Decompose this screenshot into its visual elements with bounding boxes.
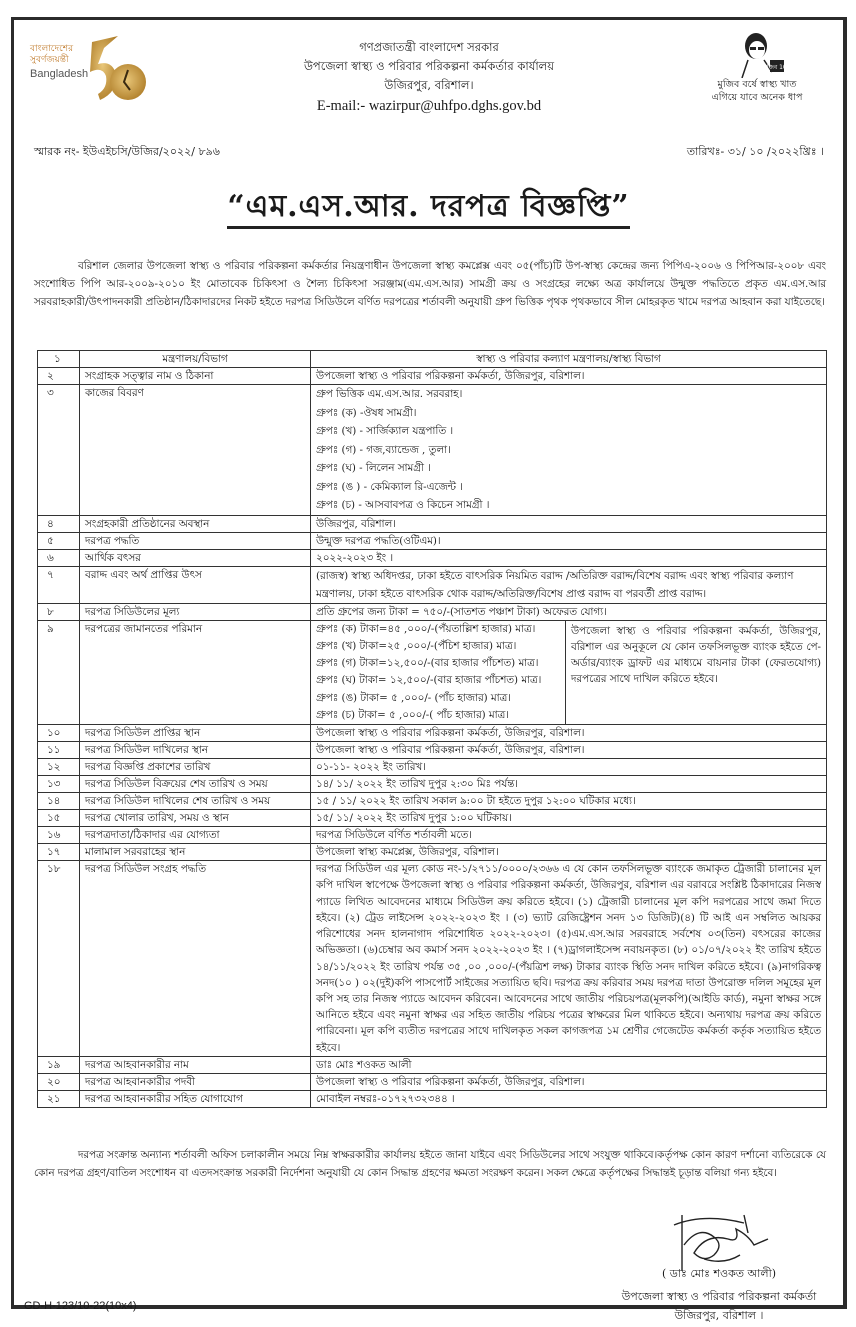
row-label: দরপত্র সিডিউল সংগ্রহ পদ্ধতি <box>80 861 311 1056</box>
group-list <box>311 385 827 516</box>
bangladesh-brand-text: Bangladesh <box>30 68 89 80</box>
gd-code: GD-H-123/10-22(10x4) <box>24 1300 137 1312</box>
row-label: দরপত্রদাতা/ঠিকাদার এর যোগ্যতা <box>80 827 311 844</box>
table-row <box>38 827 827 844</box>
deposit-list <box>311 620 566 725</box>
office-address <box>214 38 644 117</box>
table-row <box>38 603 827 620</box>
row-value: ডাঃ মোঃ শওকত আলী <box>311 1056 827 1073</box>
row-value: ১৫/ ১১/ ২০২২ ইং তারিখ দুপুর ১:০০ ঘটিকায়। <box>311 810 827 827</box>
government-name: গণপ্রজাতন্ত্রী বাংলাদেশ সরকার <box>359 40 499 54</box>
table-row <box>38 844 827 861</box>
memo-reference: স্মারক নং- ইউএইচসি/উজির/২০২২/ ৮৯৬ <box>34 145 220 158</box>
row-value: উন্মুক্ত দরপত্র পদ্ধতি(ওটিএম)। <box>311 532 827 549</box>
table-row <box>38 351 827 368</box>
golden-jubilee-text: বাংলাদেশের সুবর্ণজয়ন্তী <box>30 44 74 65</box>
golden-fifty-icon <box>78 34 148 104</box>
mujib-borsho-logo <box>682 30 832 110</box>
list-item: গ্রুপ ভিত্তিক এম.এস.আর. সরবরাহ। <box>316 388 463 400</box>
row-value: দরপত্র সিডিউলে বর্ণিত শর্তাবলী মতে। <box>311 827 827 844</box>
row-value: উপজেলা স্বাস্থ্য ও পরিবার পরিকল্পনা কর্মকর্তা, উজিরপুর, বরিশাল। <box>311 1073 827 1090</box>
signatory-name: ( ডাঃ মোঃ শওকত আলী) <box>661 1267 777 1280</box>
list-item: গ্রুপঃ (খ) টাকা=২৫ ,০০০/-(পঁচিশ হাজার) মাত্র। <box>316 639 517 652</box>
row-number: ১২ <box>38 759 80 776</box>
table-row <box>38 549 827 566</box>
deposit-note: উপজেলা স্বাস্থ্য ও পরিবার পরিকল্পনা কর্মকর্তা, উজিরপুর, বরিশাল এর অনুকূলে যে কোন তফসিলভূক্ত ব্যাংক হইতে পে-অর্ডার/ব্যাংক ড্রাফট এর মাধ্যমে বায়নার টাকা (ফেরতযোগ্য) দরপত্রের সাথে দাখিল করিতে হইবে। <box>566 620 827 725</box>
row-label: দরপত্র পদ্ধতি <box>80 532 311 549</box>
row-label: দরপত্র আহবানকারীর পদবী <box>80 1073 311 1090</box>
row-label: দরপত্র সিডিউলের মূল্য <box>80 603 311 620</box>
table-row <box>38 1056 827 1073</box>
row-label: বরাদ্দ এবং অর্থ প্রাপ্তির উৎস <box>80 566 311 603</box>
row-number: ১৪ <box>38 793 80 810</box>
row-label: দরপত্র সিডিউল প্রাপ্তির স্থান <box>80 725 311 742</box>
row-label: দরপত্র বিজ্ঞপ্তি প্রকাশের তারিখ <box>80 759 311 776</box>
row-number: ৪ <box>38 515 80 532</box>
row-label: সংগ্রাহক সত্ত্বার নাম ও ঠিকানা <box>80 368 311 385</box>
row-number: ১ <box>38 351 80 368</box>
memo-row <box>34 143 824 159</box>
table-row <box>38 759 827 776</box>
row-value: ২০২২-২০২৩ ইং । <box>311 549 827 566</box>
table-row <box>38 742 827 759</box>
row-number: ২০ <box>38 1073 80 1090</box>
table-row <box>38 515 827 532</box>
mujib-100-badge: মুজিব 100 <box>763 64 791 71</box>
row-number: ১৯ <box>38 1056 80 1073</box>
row-number: ১৬ <box>38 827 80 844</box>
list-item: গ্রুপঃ (খ) - সার্জিক্যাল যন্ত্রপাতি । <box>316 425 454 437</box>
row-number: ৯ <box>38 620 80 725</box>
letterhead <box>14 20 843 130</box>
row-number: ১৭ <box>38 844 80 861</box>
row-label: সংগ্রহকারী প্রতিষ্ঠানের অবস্থান <box>80 515 311 532</box>
slogan-line-1: মুজিব বর্ষে স্বাস্থ্য খাত <box>717 79 797 90</box>
notice-frame <box>11 17 847 1322</box>
row-label: কাজের বিবরণ <box>80 385 311 516</box>
terms-footer-paragraph: দরপত্র সংক্রান্ত অন্যান্য শর্তাবলী অফিস চলাকালীন সময়ে নিম্ন স্বাক্ষরকারীর কার্যালয় হইতে জানা যাইবে এবং সিডিউলের সাথে সংযুক্ত থাকিবে।কর্তৃপক্ষ কোন কারণ দর্শানো ব্যতিরেকে যে কোন দরপত্র গ্রহণ/বাতিল সংশোধন বা এতদসংক্রান্ত সরকারী নির্দেশনা অনুযায়ী যে কোন সিদ্ধান্ত গ্রহণের ক্ষমতা সংরক্ষণ করেন। সকল ক্ষেত্রে কর্তৃপক্ষের সিদ্ধান্তই চূড়ান্ত বলিয়া গন্য হইবে। <box>34 1149 826 1179</box>
table-row <box>38 725 827 742</box>
row-number: ১৫ <box>38 810 80 827</box>
row-value: দরপত্র সিডিউল এর মূল্য কোড নং-১/২৭১১/০০০০/২৩৬৬ এ যে কোন তফসিলভূক্ত ব্যাংকে জমাকৃত ট্রেজারী চালানের মূল কপি দাখিল স্বাপেক্ষে উপজেলা স্বাস্থ্য ও পরিবার পরিকল্পনা কর্মকর্তা, উজিরপুর, বরিশাল এর বরাবরে সংশ্লিষ্ট ঠিকাদারের নিজস্ব প্যাডে লিখিত আবেদনের মাধ্যমে সিডিউল ক্রয় করিতে হইবে। (১) ট্রেজারী চালানের মূল কপি দরপত্রের সাথে জমা দিতে হইবে। (২) ট্রেড লাইসেন্স ২০২২-২০২৩ ইং । (৩) ভ্যাট রেজিষ্ট্রেশন সনদ ১৩ ডিজিট)(৪) টি আই এন সম্বলিত আয়কর পরিশোধের সনদ হালনাগাদ পরিশোধিত ২০২২-২০২৩। (৫)এম.এস.আর সরবরাহে সর্বশেষ ০৩(তিন) বৎসরের কাজের অভিজ্ঞতা। (৬)চেম্বার অব কমার্স সনদ ২০২২-২০২৩ ইং । (৭)ড্রাগলাইসেন্স নবায়নকৃত। (৮) ০১/০৭/২০২২ ইং তারিখ হইতে ১৪/১১/২০২২ ইং তারিখ পর্যন্ত ৩৫ ,০০ ,০০০/-(পঁয়ত্রিশ লক্ষ) টাকার ব্যাংক স্থিতি সনদ দাখিল করিতে হইবে। (৯)নাগরিকত্ব সনদ(১০ ) ০২(দুই)কপি পাসপোর্ট সাইজের সত্যায়িত ছবি। দরপত্র ক্রয় করিবার সময় দরপত্র দাতা উপরোক্ত দলিল সমূহের মূল কপি সহ তার নিজস্ব প্যাডে আবেদন করিবেন। আবেদনের সাথে জাতীয় পরিচয়পত্র(মূলকপি)(আইডি কার্ড), নমুনা স্বাক্ষর সঙ্গে আনিতে হইবে এবং নমুনা স্বাক্ষর এর সহিত জাতীয় পরিচয় পত্রের স্বাক্ষরের মিল থাকিতে হইবে। অন্যথায় দরপত্র ক্রয় করিতে পারিবেনা। মূল কপি ব্যতীত দরপত্রের সাথে দাখিলকৃত সকল কাগজপত্র ১ম শ্রেণীর গেজেটেড কর্মকর্তা কর্তৃক সত্যায়িত হইতে হইবে। <box>311 861 827 1056</box>
row-number: ৩ <box>38 385 80 516</box>
table-row <box>38 1090 827 1107</box>
row-number: ২১ <box>38 1090 80 1107</box>
list-item: গ্রুপঃ (ঙ) টাকা= ৫ ,০০০/- (পাঁচ হাজার) মাত্র। <box>316 691 511 704</box>
table-row <box>38 810 827 827</box>
table-row <box>38 793 827 810</box>
list-item: গ্রুপঃ (চ) - আসবাবপত্র ও কিচেন সামগ্রী । <box>316 499 490 511</box>
row-value: (রাজস্ব) স্বাস্থ্য অধিদপ্তর, ঢাকা হইতে বাৎসরিক নিয়মিত বরাদ্দ /অতিরিক্ত বরাদ্দ/বিশেষ বরাদ্দ এবং স্বাস্থ্য পরিবার কল্যাণ মন্ত্রণালয়, ঢাকা হইতে বাৎসরিক থোক বরাদ্দ/অতিরিক্ত/বিশেষ প্রাপ্ত বরাদ্দ বা পরবর্তী প্রাপ্ত বরাদ্দ। <box>311 566 827 603</box>
table-row <box>38 1073 827 1090</box>
row-label: দরপত্র খোলার তারিখ, সময় ও স্থান <box>80 810 311 827</box>
table-row <box>38 532 827 549</box>
row-value: উপজেলা স্বাস্থ্য কমপ্লেক্স, উজিরপুর, বরিশাল। <box>311 844 827 861</box>
row-value: ১৪/ ১১/ ২০২২ ইং তারিখ দুপুর ২:৩০ মিঃ পর্যন্ত। <box>311 776 827 793</box>
table-row <box>38 368 827 385</box>
list-item: গ্রুপঃ (ঘ) টাকা= ১২,৫০০/-(বার হাজার পাঁচশত) মাত্র। <box>316 674 542 687</box>
row-label: দরপত্রের জামানতের পরিমান <box>80 620 311 725</box>
row-number: ৮ <box>38 603 80 620</box>
row-label: মন্ত্রণালয়/বিভাগ <box>80 351 311 368</box>
row-number: ৫ <box>38 532 80 549</box>
row-value: উজিরপুর, বরিশাল। <box>311 515 827 532</box>
office-location: উজিরপুর, বরিশাল। <box>384 78 474 92</box>
row-value: মোবাইল নম্বরঃ-০১৭২৭৩২৩৪৪ । <box>311 1090 827 1107</box>
row-label: দরপত্র সিডিউল দাখিলের স্থান <box>80 742 311 759</box>
row-value: ০১-১১- ২০২২ ইং তারিখ। <box>311 759 827 776</box>
row-label: দরপত্র সিডিউল দাখিলের শেষ তারিখ ও সময় <box>80 793 311 810</box>
tender-details-table <box>37 350 827 1108</box>
table-row <box>38 861 827 1056</box>
list-item: গ্রুপঃ (চ) টাকা= ৫ ,০০০/-( পাঁচ হাজার) মাত্র। <box>316 708 509 721</box>
row-label: আর্থিক বৎসর <box>80 549 311 566</box>
list-item: গ্রুপঃ (ক) -ঔষধ সামগ্রী। <box>316 406 417 419</box>
intro-paragraph: বরিশাল জেলার উপজেলা স্বাস্থ্য ও পরিবার পরিকল্পনা কর্মকর্তার নিয়ন্ত্রণাধীন উপজেলা স্বাস্থ্য কমপ্লেক্স এবং ০৫(পাঁচ)টি উপ-স্বাস্থ্য কেন্দ্রের জন্য পিপিএ-২০০৬ ও পিপিআর-২০০৮ এবং সংশোধিত পিপি আর-২০০৯-২০১০ ইং মোতাবেক চিকিৎসা ও শৈল্য চিকিৎসা সরঞ্জাম(এম.এস.আর) সামগ্রী ক্রয় ও সংগ্রহের লক্ষ্যে অত্র কার্যালয়ে উন্মুক্ত পদ্ধতিতে প্রকৃত এম.এস.আর সরবরাহকারী/উৎপাদনকারী প্রতিষ্ঠান/ঠিকাদারদের নিকট হইতে দরপত্র সিডিউলে বর্ণিত দরপত্রের শর্তাবলী অনুযায়ী গ্রুপ ভিত্তিক পৃথক পৃথকভাবে সীল মোহরকৃত খামে দরপত্র আহবান করা যাইতেছে। <box>34 260 826 308</box>
bangladesh-50-logo <box>30 34 150 104</box>
row-value: প্রতি গ্রুপের জন্য টাকা = ৭৫০/-(সাতশত পঞ্চাশ টাকা) অফেরত যোগ্য। <box>311 603 827 620</box>
table-row <box>38 620 827 725</box>
row-number: ৬ <box>38 549 80 566</box>
row-label: মালামাল সরবরাহের স্থান <box>80 844 311 861</box>
row-value: উপজেলা স্বাস্থ্য ও পরিবার পরিকল্পনা কর্মকর্তা, উজিরপুর, বরিশাল। <box>311 725 827 742</box>
row-number: ১৩ <box>38 776 80 793</box>
notice-title: “এম.এস.আর. দরপত্র বিজ্ঞপ্তি” <box>14 182 843 233</box>
signature-block <box>604 1205 834 1320</box>
list-item: গ্রুপঃ (গ) টাকা=১২,৫০০/-(বার হাজার পাঁচশত) মাত্র। <box>316 657 539 670</box>
row-value: উপজেলা স্বাস্থ্য ও পরিবার পরিকল্পনা কর্মকর্তা, উজিরপুর, বরিশাল। <box>311 368 827 385</box>
table-row <box>38 385 827 516</box>
table-row <box>38 566 827 603</box>
table-row <box>38 776 827 793</box>
row-number: ১১ <box>38 742 80 759</box>
office-email[interactable]: E-mail:- wazirpur@uhfpo.dghs.gov.bd <box>316 98 542 114</box>
list-item: গ্রুপঃ (গ) - গজ,ব্যান্ডেজ , তুলা। <box>316 443 451 456</box>
row-value: উপজেলা স্বাস্থ্য ও পরিবার পরিকল্পনা কর্মকর্তা, উজিরপুর, বরিশাল। <box>311 742 827 759</box>
mujib-portrait-icon <box>722 30 792 78</box>
row-value: স্বাস্থ্য ও পরিবার কল্যাণ মন্ত্রণালয়/স্বাস্থ্য বিভাগ <box>311 351 827 368</box>
list-item: গ্রুপঃ (ক) টাকা=৪৫ ,০০০/-(পঁয়তাল্লিশ হাজার) মাত্র। <box>316 622 536 635</box>
signatory-designation: উপজেলা স্বাস্থ্য ও পরিবার পরিকল্পনা কর্মকর্তা উজিরপুর, বরিশাল । <box>621 1290 817 1322</box>
row-value: ১৫ / ১১/ ২০২২ ইং তারিখ সকাল ৯:০০ টা হইতে দুপুর ১২:০০ ঘটিকার মধ্যে। <box>311 793 827 810</box>
row-number: ২ <box>38 368 80 385</box>
office-name: উপজেলা স্বাস্থ্য ও পরিবার পরিকল্পনা কর্মকর্তার কার্যালয় <box>303 59 555 73</box>
row-label: দরপত্র সিডিউল বিক্রয়ের শেষ তারিখ ও সময় <box>80 776 311 793</box>
list-item: গ্রুপঃ (ঘ) - লিলেন সামগ্রী । <box>316 462 431 474</box>
row-number: ৭ <box>38 566 80 603</box>
row-label: দরপত্র আহবানকারীর সহিত যোগাযোগ <box>80 1090 311 1107</box>
row-label: দরপত্র আহবানকারীর নাম <box>80 1056 311 1073</box>
slogan-line-2: এগিয়ে যাবে অনেক ধাপ <box>711 92 803 103</box>
row-number: ১০ <box>38 725 80 742</box>
list-item: গ্রুপঃ (ঙ ) - কেমিক্যাল রি-এজেন্ট । <box>316 480 463 493</box>
row-number: ১৮ <box>38 861 80 1056</box>
memo-date: তারিখঃ- ৩১/ ১০ /২০২২খ্রিঃ । <box>686 145 824 158</box>
